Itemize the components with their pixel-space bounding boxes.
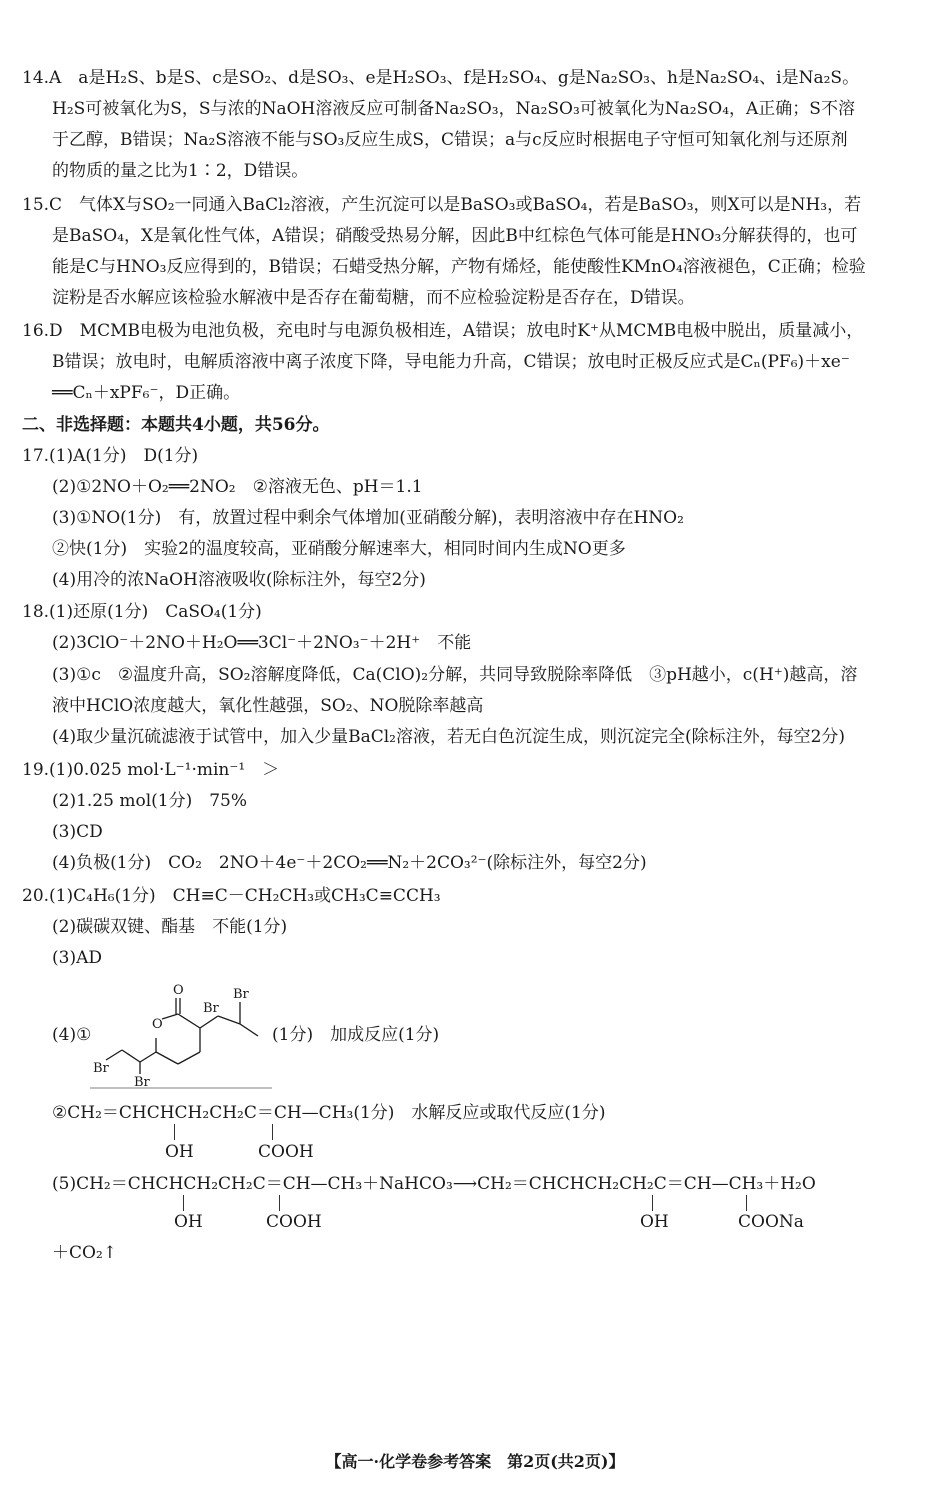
bond [240, 1024, 258, 1036]
substituent-bond [746, 1195, 747, 1211]
bond [178, 1014, 200, 1028]
answer-page: 14.A a是H₂S、b是S、c是SO₂、d是SO₃、e是H₂SO₃、f是H₂SO₄、g是Na₂SO₃、h是Na₂SO₄、i是Na₂S。 H₂S可被氧化为S，S与浓的NaOH溶液反应可制备Na₂SO₃，Na₂SO₃可被氧化为Na₂SO₄，A正确；S不溶 于乙醇，B错误；Na₂S溶液不能与SO₃反应生成S，C错误；a与c反应时根据电子守恒可知氧化剂与还原剂 的物质的量之比为1∶2，D错误。 15.C 气体X与SO₂一同通入BaCl₂溶液，产生沉淀可以是BaSO₃或BaSO₄，若是BaSO₃，则X可以是NH₃，若 是BaSO₄，X是氧化性气体，A错误；硝酸受热易分解，因此B中红棕色气体可能是HNO₃分解获得的，也可 能是C与HNO₃反应得到的，B错误；石蜡受热分解，产物有烯烃，能使酸性KMnO₄溶液褪色，C正确；检验 淀粉是否水解应该检验水解液中是否存在葡萄糖，而不应检验淀粉是否存在，D错误。 16.D MCMB电极为电池负极，充电时与电源负极相连，A错误；放电时K⁺从MCMB电极中脱出，质量减小， B错误；放电时，电解质溶液中离子浓度下降，导电能力升高，C错误；放电时正极反应式是Cₙ(PF₆)＋xe⁻ ══Cₙ＋xPF₆⁻，D正确。 二、非选择题：本题共4小题，共56分。 17.(1)A(1分) D(1分) (2)①2NO＋O₂══2NO₂ ②溶液无色、pH＝1.1 (3)①NO(1分) 有，放置过程中剩余气体增加(亚硝酸分解)，表明溶液中存在HNO₂ ②快(1分) 实验2的温度较高，亚硝酸分解速率大，相同时间内生成NO更多 (4)用冷的浓NaOH溶液吸收(除标注外，每空2分) 18.(1)还原(1分) CaSO₄(1分) (2)3ClO⁻＋2NO＋H₂O══3Cl⁻＋2NO₃⁻＋2H⁺ 不能 (3)①c ②温度升高，SO₂溶解度降低，Ca(ClO)₂分解，共同导致脱除率降低 ③pH越小，c(H⁺)越高，溶 液中HClO浓度越大，氧化性越强，SO₂、NO脱除率越高 (4)取少量沉硫滤液于试管中，加入少量BaCl₂溶液，若无白色沉淀生成，则沉淀完全(除标注外，每空2分) 19.(1)0.025 mol·L⁻¹·min⁻¹ ＞ (2)1.25 mol(1分) 75% (3)CD (4)负极(1分) CO₂ 2NO＋4e⁻＋2CO₂══N₂＋2CO₃²⁻(除标注外，每空2分) 20.(1)C₄H₆(1分) CH≡C－CH₂CH₃或CH₃C≡CCH₃ (2)碳碳双键、酯基 不能(1分) (3)AD (4)① O O Br Br Br Br (1分) 加成反应(1分) ②CH₂＝CHCHCH₂CH₂C＝CH—CH₃(1分) 水解反应或取代反应(1分) OH COOH (5)CH₂＝CHCHCH₂CH₂C＝CH—CH₃＋NaHCO₃⟶CH₂＝CHCHCH₂CH₂C＝CH—CH₃＋H₂O OH COOH OH COONa ＋CO₂↑ 【高一·化学卷参考答案 第2页(共2页)】 [0, 0, 950, 1494]
substituent-bond [279, 1195, 280, 1211]
br-label: Br [93, 1061, 109, 1076]
substituent-bond [183, 1195, 184, 1211]
br-label: Br [134, 1075, 150, 1090]
substituent-bond [174, 1124, 175, 1140]
o-ring-label: O [152, 1017, 163, 1032]
substituent-bond [272, 1124, 273, 1140]
bond [106, 1050, 122, 1060]
bond [162, 1014, 178, 1019]
br-label: Br [203, 1001, 219, 1016]
bond [200, 1016, 218, 1028]
bond [140, 1052, 156, 1062]
bond [156, 1052, 178, 1064]
o-carbonyl-label: O [173, 983, 184, 998]
bond [178, 1052, 200, 1064]
bond [122, 1050, 140, 1062]
page-footer: 【高一·化学卷参考答案 第2页(共2页)】 [325, 1452, 625, 1471]
bond [218, 1016, 240, 1024]
substituent-bond [652, 1195, 653, 1211]
lactone-tetrabromide-structure [90, 980, 290, 1090]
br-label: Br [233, 987, 249, 1002]
